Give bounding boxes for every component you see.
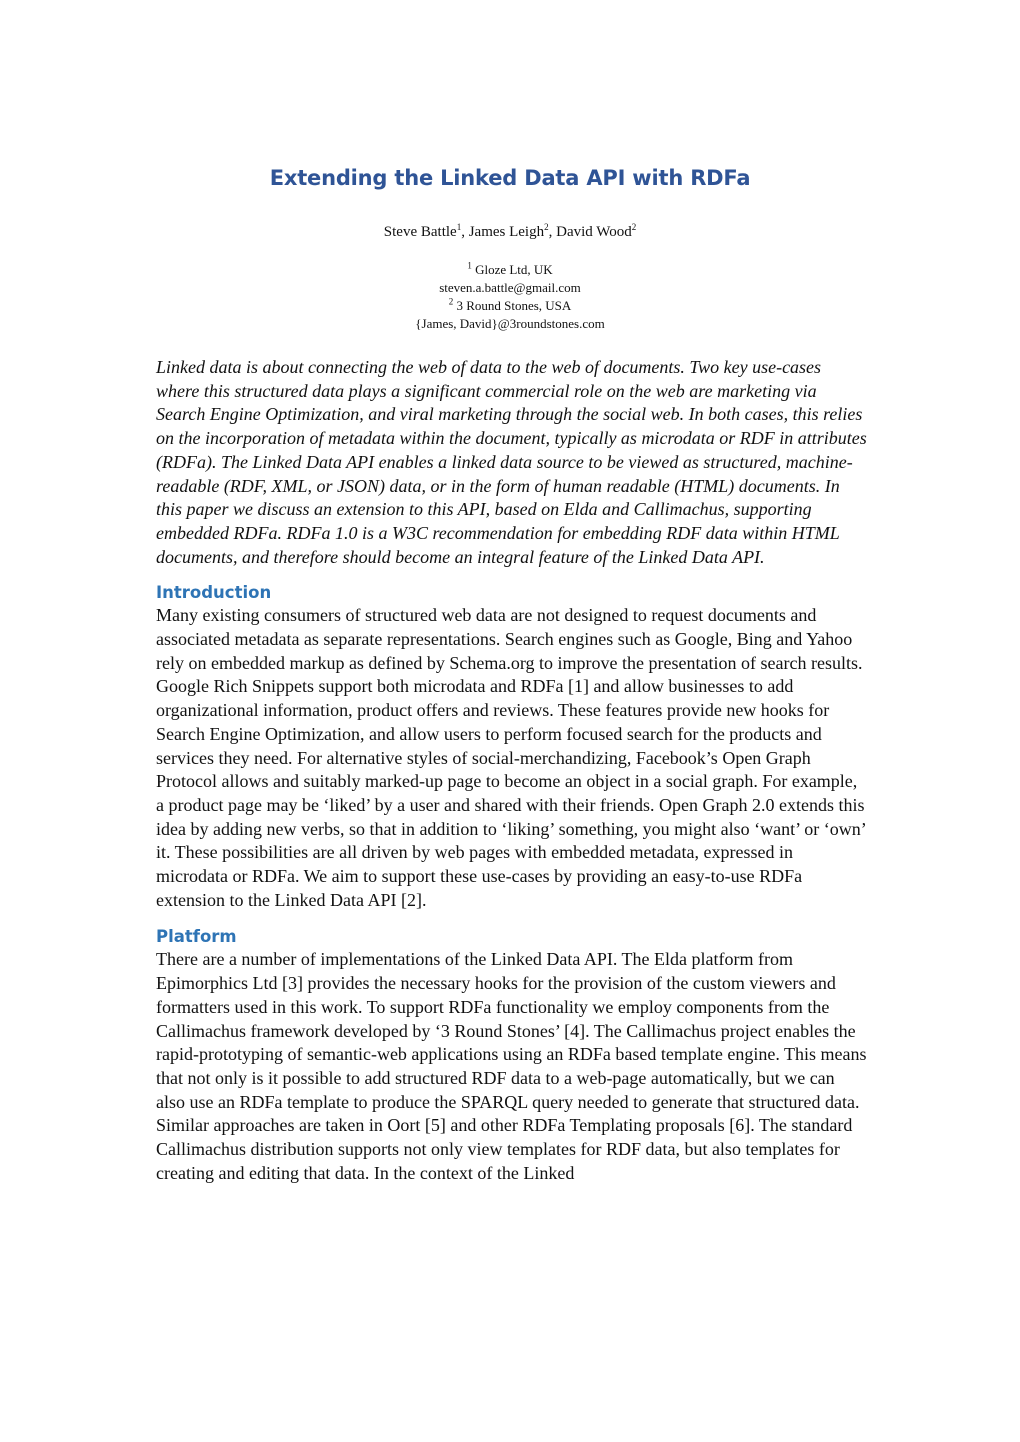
author-affiliation-marker: 2 bbox=[631, 222, 637, 232]
affiliation-marker: 2 bbox=[448, 296, 454, 307]
section-body-platform: There are a number of implementations of the Linked Data API. The Elda platform from Epimorphics Ltd [3] provides the necessary hooks for the provision of the custom viewers and formatters used in this work. To support RDFa functionality we employ components from the Callimachus framework developed by ‘3 Round Stones’ [4]. The Callimachus project enables the rapid-prototyping of semantic-web applications using an RDFa based template engine. This means that not only is it possible to add structured RDF data to a web-page automatically, but we can also use an RDFa template to produce the SPARQL query needed to generate that structured data. Similar approaches are taken in Oort [5] and other RDFa Templating proposals [6]. The standard Callimachus distribution supports not only view templates for RDF data, but also templates for creating and editing that data. In the context of the Linked bbox=[156, 949, 867, 1183]
affiliation-marker: 1 bbox=[467, 260, 472, 271]
author-affiliation-marker: 1 bbox=[456, 222, 462, 232]
author-name: David Wood bbox=[556, 224, 632, 240]
section-body-introduction: Many existing consumers of structured web data are not designed to request documents and associated metadata as separate representations. Search engines such as Google, Bing and Yahoo rely on embedded markup as defined by Schema.org to improve the presentation of search results. Google Rich Snippets support both microdata and RDFa [1] and allow businesses to add organizational information, product offers and reviews. These features provide new hooks for Search Engine Optimization, and allow users to perform focused search for the products and services they need. For alternative styles of social-merchandizing, Facebook’s Open Graph Protocol allows and suitably marked-up page to become an object in a social graph. For example, a product page may be ‘liked’ by a user and shared with their friends. Open Graph 2.0 extends this idea by adding new verbs, so that in addition to ‘liking’ something, you might also ‘want’ or ‘own’ it. These possibilities are all driven by web pages with embedded metadata, expressed in microdata or RDFa. We aim to support these use-cases by providing an easy-to-use RDFa extension to the Linked Data API [2]. bbox=[156, 605, 866, 910]
affiliation-line bbox=[0, 261, 1020, 279]
affiliation-line bbox=[0, 297, 1020, 315]
author-separator: , bbox=[461, 224, 469, 240]
body-column bbox=[156, 356, 868, 1186]
author-separator: , bbox=[548, 224, 557, 240]
affiliation-email: {James, David}@3roundstones.com bbox=[415, 316, 605, 331]
author-list bbox=[0, 224, 1020, 241]
affiliation-org: Gloze Ltd, UK bbox=[471, 262, 553, 277]
section-heading-introduction: Introduction bbox=[156, 583, 272, 603]
affiliations bbox=[0, 261, 1020, 333]
affiliation-org: 3 Round Stones, USA bbox=[453, 298, 572, 313]
affiliation-email: steven.a.battle@gmail.com bbox=[439, 280, 581, 295]
author-name: James Leigh bbox=[468, 224, 545, 240]
author-affiliation-marker: 2 bbox=[544, 222, 549, 232]
author-name: Steve Battle bbox=[383, 224, 457, 240]
section-heading-platform: Platform bbox=[156, 927, 237, 947]
abstract: Linked data is about connecting the web of data to the web of documents. Two key use-cases where this structured data plays a significant commercial role on the web are marketing via Search Engine Optimization, and viral marketing through the social web. In both cases, this relies on the incorporation of metadata within the document, typically as microdata or RDF in attributes (RDFa). The Linked Data API enables a linked data source to be viewed as structured, machine-readable (RDF, XML, or JSON) data, or in the form of human readable (HTML) documents. In this paper we discuss an extension to this API, based on Elda and Callimachus, supporting embedded RDFa. RDFa 1.0 is a W3C recommendation for embedding RDF data within HTML documents, and therefore should become an integral feature of the Linked Data API. bbox=[156, 357, 867, 567]
paper-title: Extending the Linked Data API with RDFa bbox=[269, 166, 751, 190]
